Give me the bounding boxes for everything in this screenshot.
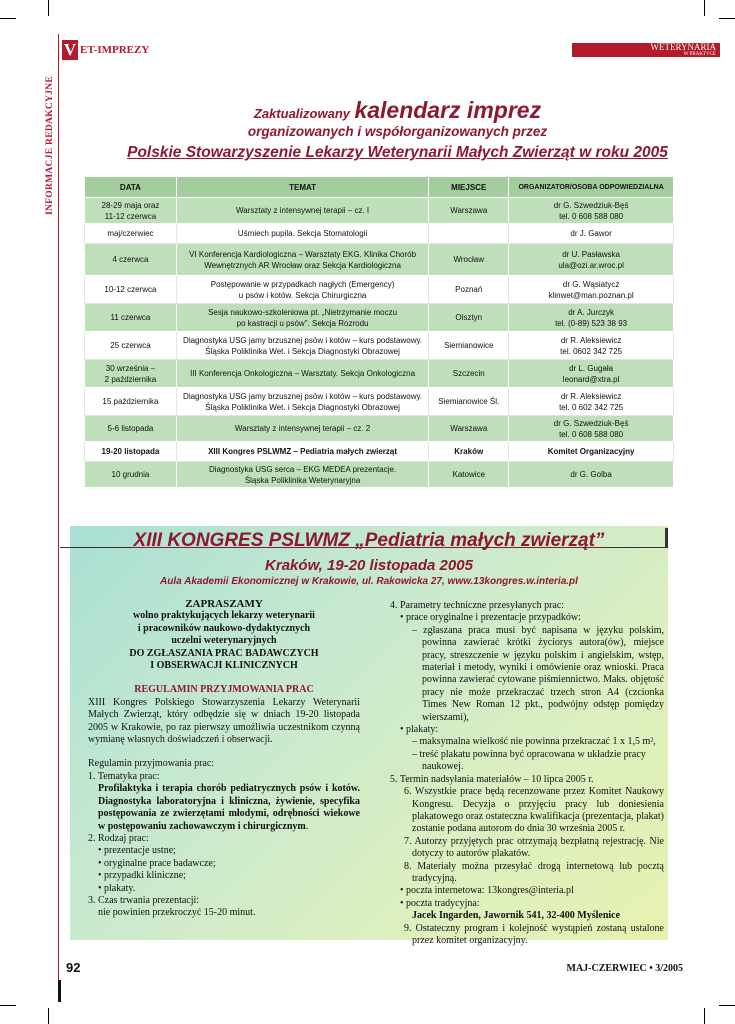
cell-topic: XIII Kongres PSLWMZ – Pediatria małych zwierząt bbox=[176, 442, 428, 462]
cell-topic: Diagnostyka USG jamy brzusznej psów i kotów – kurs podstawowy. Śląska Poliklinika Wet. i Sekcja Diagnostyki Obrazowej bbox=[176, 332, 428, 360]
cell-date: 10 grudnia bbox=[85, 462, 177, 488]
page-title bbox=[60, 97, 735, 124]
cell-date: 10-12 czerwca bbox=[85, 276, 177, 304]
rule-item-3-text: nie powinien przekroczyć 15-20 minut. bbox=[98, 907, 256, 919]
cell-topic: Warsztaty z intensywnej terapii – cz. 2 bbox=[176, 416, 428, 442]
footer-bar bbox=[58, 980, 61, 1002]
rules-heading: REGULAMIN PRZYJMOWANIA PRAC bbox=[134, 684, 314, 696]
crop-mark bbox=[48, 1008, 49, 1024]
table-row bbox=[85, 244, 674, 276]
brand-sub: W PRAKTYCE bbox=[683, 52, 716, 57]
list-item: • prace oryginalne i prezentacje przypadków: bbox=[400, 612, 581, 624]
list-item: • poczta internetowa: 13kongres@interia.pl bbox=[400, 885, 574, 897]
table-row bbox=[85, 462, 674, 488]
rule-item-7: 7. Autorzy przyjętych prac otrzymają bezpłatną rejestrację. Nie dotyczy to autorów plakatów. bbox=[404, 835, 664, 860]
rule-item-3: 3. Czas trwania prezentacji: bbox=[88, 894, 200, 906]
crop-mark bbox=[704, 0, 705, 16]
kongres-right-column bbox=[390, 600, 664, 947]
list-item: • poczta tradycyjna: bbox=[400, 897, 480, 909]
list-subitem: – treść plakatu powinna być opracowana w układzie pracy naukowej. bbox=[412, 748, 646, 773]
list-item: • plakaty: bbox=[400, 724, 439, 736]
section-initial: V bbox=[63, 40, 77, 59]
invite-line: uczelni weterynaryjnych bbox=[171, 635, 277, 647]
crop-mark bbox=[719, 1005, 735, 1006]
list-item: • oryginalne prace badawcze; bbox=[98, 857, 216, 869]
cell-organizer: dr R. Aleksiewicz tel. 0 602 342 725 bbox=[509, 388, 674, 416]
title-line3: Polskie Stowarzyszenie Lekarzy Weterynarii Małych Zwierząt w roku 2005 bbox=[127, 144, 668, 161]
table-row bbox=[85, 224, 674, 244]
invite-line: DO ZGŁASZANIA PRAC BADAWCZYCH bbox=[129, 647, 319, 659]
cell-date: 28-29 maja oraz 11-12 czerwca bbox=[85, 198, 177, 224]
section-header bbox=[62, 40, 149, 60]
table-row bbox=[85, 416, 674, 442]
events-body bbox=[85, 198, 674, 488]
cell-organizer: dr J. Gawor bbox=[509, 224, 674, 244]
table-row bbox=[85, 198, 674, 224]
cell-topic: Diagnostyka USG jamy brzusznej psów i kotów – kurs podstawowy. Śląska Poliklinika Wet. i Sekcja Diagnostyki Obrazowej bbox=[176, 388, 428, 416]
cell-organizer: dr G. Szwedziuk-Bęś tel. 0 608 588 080 bbox=[509, 416, 674, 442]
cell-organizer: dr G. Wąsiatycz klinwet@man.poznan.pl bbox=[509, 276, 674, 304]
list-item: • prezentacje ustne; bbox=[98, 845, 176, 857]
rule-item-6: 6. Wszystkie prace będą recenzowane przez Komitet Naukowy Kongresu. Decyzja o przyjęciu pracy lub doniesienia plakatowego oraz ostateczna kwalifikacja (prezentacja, plakat) zostanie podana autorom do dnia 30 września 2005 r. bbox=[404, 786, 664, 835]
list-subitem: – zgłaszana praca musi być napisana w języku polskim, powinna zawierać krótki życiorys autora(ów), miejsce pracy, streszczenie w języku polskim i angielskim, wstęp, materiał i metody, wyniki i omówienie oraz wnioski. Praca powinna zawierać cytowane piśmiennictwo. Maks. objętość pracy nie może przekraczać trzech stron A4 (czcionka Times New Roman 12 pkt., podwójny odstęp pomiędzy wierszami), bbox=[412, 624, 664, 723]
cell-place: Siemianowice bbox=[429, 332, 509, 360]
cell-place: Poznań bbox=[429, 276, 509, 304]
cell-date: 11 czerwca bbox=[85, 304, 177, 332]
rule-item-9: 9. Ostateczny program i kolejność wystąpień zostaną ustalone przez komitet organizacyjny. bbox=[404, 922, 664, 946]
cell-place: Kraków bbox=[429, 442, 509, 462]
kongres-left-column bbox=[88, 598, 360, 920]
crop-mark bbox=[0, 18, 16, 19]
cell-place: Olsztyn bbox=[429, 304, 509, 332]
col-header-organizer: ORGANIZATOR/OSOBA ODPOWIEDZIALNA bbox=[509, 177, 674, 198]
rule-item-8: 8. Materiały można przesyłać drogą internetową lub pocztą tradycyjną. bbox=[404, 860, 664, 884]
table-row bbox=[85, 360, 674, 388]
rule-item-1: 1. Tematyka prac: bbox=[88, 770, 160, 782]
col-header-date: DATA bbox=[85, 177, 177, 198]
kongres-address: Aula Akademii Ekonomicznej w Krakowie, ul. Rakowicka 27, www.13kongres.w.interia.pl bbox=[160, 576, 578, 587]
cell-date: 4 czerwca bbox=[85, 244, 177, 276]
invite-line: wolno praktykujących lekarzy weterynarii bbox=[133, 610, 315, 622]
cell-place: Siemianowice Śl. bbox=[429, 388, 509, 416]
crop-mark bbox=[719, 18, 735, 19]
rule-item-1-text: Profilaktyka i terapia chorób pediatrycznych psów i kotów. Diagnostyka laboratoryjna i kliniczna, żywienie, specyfika postępowania ze zwierzętami młodymi, odrębności wiekowe w postępowaniu zachowawczym i chirurgicznym bbox=[98, 783, 360, 832]
kongres-title: XIII KONGRES PSLWMZ „Pediatria małych zwierząt” bbox=[133, 530, 605, 551]
cell-organizer: dr L. Gugała leonard@xtra.pl bbox=[509, 360, 674, 388]
cell-topic: VI Konferencja Kardiologiczna – Warsztaty EKG. Klinika Chorób Wewnętrznych AR Wrocław oraz Sekcja Kardiologiczna bbox=[176, 244, 428, 276]
cell-topic: Uśmiech pupila. Sekcja Stomatologii bbox=[176, 224, 428, 244]
col-header-place: MIEJSCE bbox=[429, 177, 509, 198]
cell-place: Warszawa bbox=[429, 198, 509, 224]
table-header-row bbox=[85, 177, 674, 198]
table-row bbox=[85, 304, 674, 332]
cell-organizer: dr G. Szwedziuk-Bęś tel. 0 608 588 080 bbox=[509, 198, 674, 224]
invite-heading: ZAPRASZAMY bbox=[185, 598, 263, 610]
title-main: kalendarz imprez bbox=[354, 97, 542, 123]
cell-topic: III Konferencja Onkologiczna – Warsztaty. Sekcja Onkologiczna bbox=[176, 360, 428, 388]
cell-topic: Warsztaty z intensywnej terapii – cz. I bbox=[176, 198, 428, 224]
cell-topic: Diagnostyka USG serca – EKG MEDEA prezentacje. Śląska Poliklinika Weterynaryjna bbox=[176, 462, 428, 488]
section-name: ET-IMPREZY bbox=[80, 44, 150, 56]
table-row bbox=[85, 332, 674, 360]
rule-item-4: 4. Parametry techniczne przesyłanych prac: bbox=[390, 600, 565, 611]
rules-intro: XIII Kongres Polskiego Stowarzyszenia Lekarzy Weterynarii Małych Zwierząt, który odbędzie się w dniach 19-20 listopada 2005 w Krakowie, po raz pierwszy umożliwia uczestnikom czynną wymianę własnych doświadczeń i obserwacji. bbox=[88, 696, 360, 746]
rule-item-1-dot: . bbox=[305, 820, 309, 832]
title-prefix: Zaktualizowany bbox=[253, 106, 350, 121]
list-item: • przypadki kliniczne; bbox=[98, 870, 186, 882]
cell-organizer: Komitet Organizacyjny bbox=[509, 442, 674, 462]
cell-place: Szczecin bbox=[429, 360, 509, 388]
cell-date: 19-20 listopada bbox=[85, 442, 177, 462]
postal-address: Jacek Ingarden, Jawornik 541, 32-400 Myślenice bbox=[412, 910, 621, 922]
cell-organizer: dr G. Golba bbox=[509, 462, 674, 488]
cell-place: Warszawa bbox=[429, 416, 509, 442]
brand-logo bbox=[572, 43, 720, 57]
rule-item-5: 5. Termin nadsyłania materiałów – 10 lipca 2005 r. bbox=[390, 773, 594, 785]
side-label-text: INFORMACJE REDAKCYJNE bbox=[45, 75, 55, 215]
cell-organizer: dr U. Pasławska ula@ozi.ar.wroc.pl bbox=[509, 244, 674, 276]
cell-organizer: dr R. Aleksiewicz tel. 0602 342 725 bbox=[509, 332, 674, 360]
cell-place bbox=[429, 224, 509, 244]
kongres-subtitle: Kraków, 19-20 listopada 2005 bbox=[265, 557, 473, 574]
crop-mark bbox=[704, 1008, 705, 1024]
brand-main: WETERYNARIA bbox=[650, 42, 716, 52]
cell-topic: Postępowanie w przypadkach nagłych (Emergency) u psów i kotów. Sekcja Chirurgiczna bbox=[176, 276, 428, 304]
list-item: • plakaty. bbox=[98, 882, 136, 894]
side-rule bbox=[58, 34, 59, 1000]
cell-date: 15 października bbox=[85, 388, 177, 416]
crop-mark bbox=[48, 0, 49, 16]
cell-organizer: dr A. Jurczyk tel. (0-89) 523 38 93 bbox=[509, 304, 674, 332]
title-line2: organizowanych i współorganizowanych przez bbox=[247, 124, 548, 139]
events-table bbox=[84, 176, 674, 488]
cell-date: 25 czerwca bbox=[85, 332, 177, 360]
rule-item-2: 2. Rodzaj prac: bbox=[88, 832, 149, 844]
cell-date: 30 września – 2 października bbox=[85, 360, 177, 388]
invite-line: I OBSERWACJI KLINICZNYCH bbox=[150, 660, 298, 672]
page-number: 92 bbox=[66, 960, 81, 975]
cell-date: maj/czerwiec bbox=[85, 224, 177, 244]
side-label bbox=[40, 60, 54, 220]
issue-label: MAJ-CZERWIEC • 3/2005 bbox=[566, 963, 683, 974]
crop-mark bbox=[0, 1005, 16, 1006]
cell-place: Katowice bbox=[429, 462, 509, 488]
col-header-topic: TEMAT bbox=[176, 177, 428, 198]
cell-place: Wrocław bbox=[429, 244, 509, 276]
table-row bbox=[85, 442, 674, 462]
cell-topic: Sesja naukowo-szkoleniowa pt. „Nietrzymanie moczu po kastracji u psów". Sekcja Rozrodu bbox=[176, 304, 428, 332]
table-row bbox=[85, 388, 674, 416]
cell-date: 5-6 listopada bbox=[85, 416, 177, 442]
table-row bbox=[85, 276, 674, 304]
invite-line: i pracowników naukowo-dydaktycznych bbox=[137, 622, 311, 634]
rules-lead: Regulamin przyjmowania prac: bbox=[88, 758, 215, 770]
list-subitem: – maksymalna wielkość nie powinna przekraczać 1 x 1,5 m², bbox=[412, 736, 656, 748]
